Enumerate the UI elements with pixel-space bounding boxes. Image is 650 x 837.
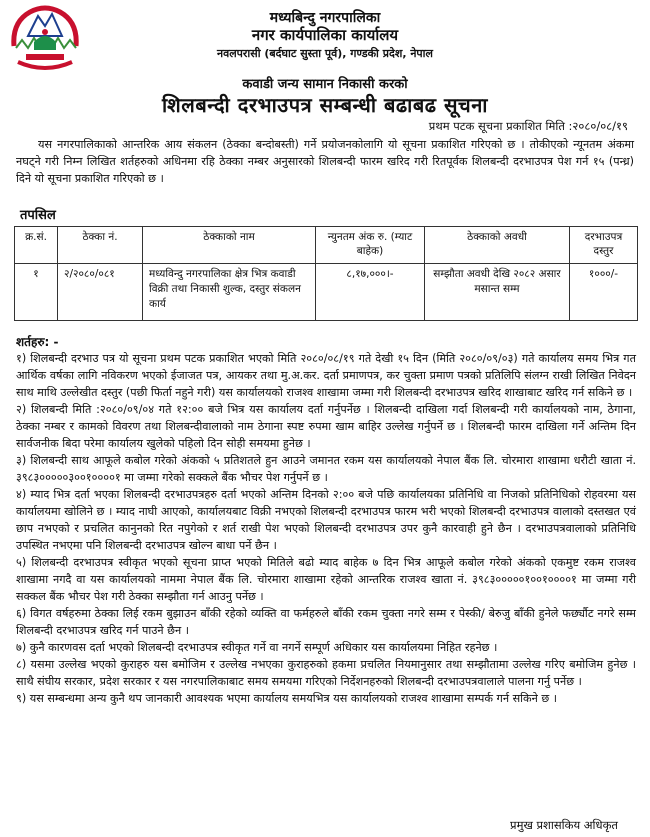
schedule-heading: तपसिल xyxy=(20,208,56,223)
col-header-sn: क्र.सं. xyxy=(15,227,58,264)
table-row xyxy=(15,264,638,321)
cell-min-amount: ८,१७,०००।- xyxy=(316,264,425,321)
notice-subject: कवाडी जन्य सामान निकासी करको xyxy=(242,77,408,92)
intro-paragraph: यस नगरपालिकाको आन्तरिक आय संकलन (ठेक्का बन्दोबस्ती) गर्ने प्रयोजनकोलागि यो सूचना प्रकाशित गरिएको छ । तोकीएको न्यूनतम अंकमा नघट्ने गरी निम्न लिखित शर्तहरुको अधिनमा रहि ठेक्का नम्बर अनुसारको शिलबन्दी फारम खरिद गरी रितपूर्वक शिलबन्दी दरभाउपत्र पेश गर्न १५ (पन्ध्र) दिने यो सूचना प्रकाशित गरिएको छ । xyxy=(16,138,634,185)
signature-title: प्रमुख प्रशासकिय अधिकृत xyxy=(510,818,618,832)
condition-item: ९) यस सम्बन्धमा अन्य कुनै थप जानकारी आवश्यक भएमा कार्यालय समयभित्र यस कार्यालयको राजश्व शाखामा सम्पर्क गर्न सकिने छ । xyxy=(16,692,558,705)
col-header-fee: दरभाउपत्र दस्तुर xyxy=(570,227,638,264)
municipality-name: मध्यबिन्दु नगरपालिका xyxy=(269,10,381,26)
condition-item: ५) शिलबन्दी दरभाउपत्र स्वीकृत भएको सूचना प्राप्त भएको मितिले बढो म्याद बाहेक ७ दिन भित्र आफूले कबोल गरेको अंकको एकमुष्ट रकम राजश्व शाखामा नगदै वा यस कार्यालयको नाममा नेपाल बैंक लि. चोरमारा शाखामा रहेको आन्तरिक राजश्व खाता नं. ३९८३०००००१००१००००१ मा जम्मा गरी सक्कल बैंक भौचर पेश गरी ठेक्का सम्झौता गर्न आउनु पर्नेछ । xyxy=(16,556,636,603)
col-header-min-amount: न्युनतम अंक रु. (म्याट बाहेक) xyxy=(316,227,425,264)
condition-item: ८) यसमा उल्लेख भएको कुराहरु यस बमोजिम र उल्लेख नभएका कुराहरुको हकमा प्रचलित नियमानुसार तथा सम्झौतामा उल्लेख गरिए बमोजिम हुनेछ । साथै संघीय सरकार, प्रदेश सरकार र यस नगरपालिकाबाट समय समयमा गरिएको निर्देशनहरुको शिलबन्दी दरभाउपत्रवालाले पालना गर्नु पर्नेछ । xyxy=(16,658,636,688)
schedule-table xyxy=(14,226,638,321)
condition-item: ४) म्याद भित्र दर्ता भएका शिलबन्दी दरभाउपत्रहरु दर्ता भएको अन्तिम दिनको २:०० बजे पछि कार्यालयका प्रतिनिधि वा निजको प्रतिनिधिको रोहवरमा यस कार्यालयमा खोलिने छ । म्याद नाघी आएको, कार्यालयबाट विक्री नभएको शिलबन्दी दरभाउपत्र फारम भरी भएको शिलबन्दी दरभाउपत्र वालाको दस्तखत एवं छाप नभएको र प्रचलित कानुनको रित नपुगेको र शर्त राखी पेश भएको शिलबन्दी दरभाउपत्र उपर कुनै कारवाही हुने छैन । दरभाउपत्रवालाको प्रतिनिधि उपस्थित नभएमा पनि शिलबन्दी दरभाउपत्र खोल्न बाधा पर्ने छैन । xyxy=(16,488,636,552)
cell-duration: सम्झौता अवधी देखि २०८२ असार मसान्त सम्म xyxy=(425,264,570,321)
publish-date: प्रथम पटक सूचना प्रकाशित मिति :२०८०/०८/१९ xyxy=(428,119,628,133)
office-name: नगर कार्यपालिका कार्यालय xyxy=(251,26,399,44)
col-header-name: ठेक्काको नाम xyxy=(143,227,316,264)
cell-sn: १ xyxy=(15,264,58,321)
condition-item: ६) विगत वर्षहरुमा ठेक्का लिई रकम बुझाउन बाँकी रहेको व्यक्ति वा फर्महरुले बाँकी रकम चुक्ता नगरे सम्म र पेस्की/ बेरुजु बाँकी हुनेले फर्छ्यौट नगरे सम्म शिलबन्दी दरभाउपत्र खरिद गर्न पाउने छैन । xyxy=(16,607,636,637)
office-address: नवलपरासी (बर्दघाट सुस्ता पूर्व), गण्डकी प्रदेश, नेपाल xyxy=(216,47,433,60)
cell-fee: १०००/- xyxy=(570,264,638,321)
condition-item: ७) कुनै कारणवस दर्ता भएको शिलबन्दी दरभाउपत्र स्वीकृत गर्ने वा नगर्ने सम्पूर्ण अधिकार यस कार्यालयमा निहित रहनेछ । xyxy=(16,641,498,654)
cell-contract-no: २/२०८०/०८१ xyxy=(58,264,143,321)
conditions-list xyxy=(16,350,636,707)
col-header-duration: ठेक्काको अवधी xyxy=(425,227,570,264)
table-header-row xyxy=(15,227,638,264)
condition-item: ३) शिलबन्दी साथ आफूले कबोल गरेको अंकको ५ प्रतिशतले हुन आउने जमानत रकम यस कार्यालयको नेपाल बैंक लि. चोरमारा शाखामा धरौटी खाता नं. ३९८३०००००३००१००००१ मा जम्मा गरेको सक्कले बैंक भौचर पेश गर्नुपर्ने छ । xyxy=(16,454,636,484)
condition-item: २) शिलबन्दी मिति :२०८०/०९/०४ गते १२:०० बजे भित्र यस कार्यालय दर्ता गर्नुपर्नेछ । शिलबन्दी दाखिला गर्दा शिलबन्दी गरी कार्यालयको नाम, ठेगाना, ठेक्का नम्बर र कामको विवरण तथा शिलबन्दीवालाको नाम ठेगाना स्पष्ट रुपमा खाम बाहिर उल्लेख गर्नुपर्ने छ । शिलबन्दी फारम दाखिला गर्ने अन्तिम दिन सार्वजनीक बिदा परेमा कार्यालय खुलेको पहिलो दिन सोही समयमा हुनेछ । xyxy=(16,403,636,450)
col-header-contract-no: ठेक्का नं. xyxy=(58,227,143,264)
condition-item: १) शिलबन्दी दरभाउ पत्र यो सूचना प्रथम पटक प्रकाशित भएको मिति २०८०/०८/१९ गते देखी १५ दिन (मिति २०८०/०९/०३) गते कार्यालय समय भित्र गत आर्थिक वर्षका लागि नविकरण भएको ईजाजत पत्र, आयकर तथा मु.अ.कर. दर्ता प्रमाणपत्र, कर चुक्ता प्रमाण पत्रको प्रतिलिपि संलग्न राखी लिखित निवेदन साथ माथि उल्लेखीत दस्तुर (पछी फिर्ता नहुने गरी) यस कार्यालयको राजश्व शाखामा जम्मा गरी शिलबन्दी दरभाउपत्र खरिद शाखाबाट खरिद गर्न सकिने छ । xyxy=(16,352,636,399)
cell-name: मध्यविन्दु नगरपालिका क्षेत्र भित्र कवाडी विक्री तथा निकासी शुल्क, दस्तुर संकलन कार्य xyxy=(143,264,316,321)
notice-title: शिलबन्दी दरभाउपत्र सम्बन्धी बढाबढ सूचना xyxy=(162,93,488,117)
conditions-heading: शर्तहरु: - xyxy=(16,335,59,349)
